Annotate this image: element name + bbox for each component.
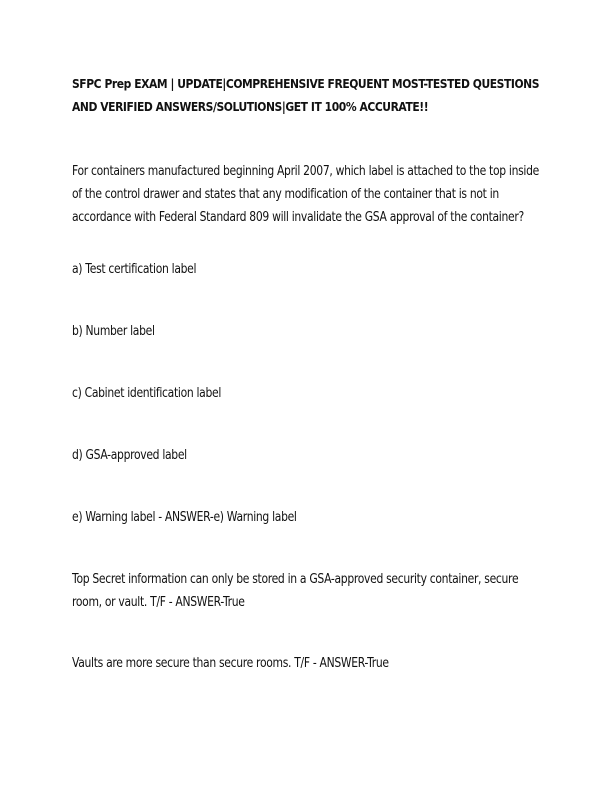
question-1-text: For containers manufactured beginning April 2007, which label is attached to the top inside of the control drawer and states that any modification of the container that is not in accordance with Federal Standard 809 will invalidate the GSA approval of the container?	[72, 163, 539, 225]
option-b: b) Number label	[72, 323, 155, 339]
document-title: SFPC Prep EXAM | UPDATE|COMPREHENSIVE FREQUENT MOST-TESTED QUESTIONS AND VERIFIED ANSWERS/SOLUTIONS|GET IT 100% ACCURATE!!	[72, 76, 540, 114]
option-a: a) Test certification label	[72, 261, 197, 277]
option-e-answer: e) Warning label - ANSWER-e) Warning label	[72, 509, 297, 525]
question-2-text: Top Secret information can only be stored in a GSA-approved security container, secure room, or vault. T/F - ANSWER-True	[72, 571, 519, 610]
question-3-text: Vaults are more secure than secure rooms. T/F - ANSWER-True	[72, 655, 389, 671]
option-c: c) Cabinet identification label	[72, 385, 222, 401]
option-d: d) GSA-approved label	[72, 447, 187, 463]
